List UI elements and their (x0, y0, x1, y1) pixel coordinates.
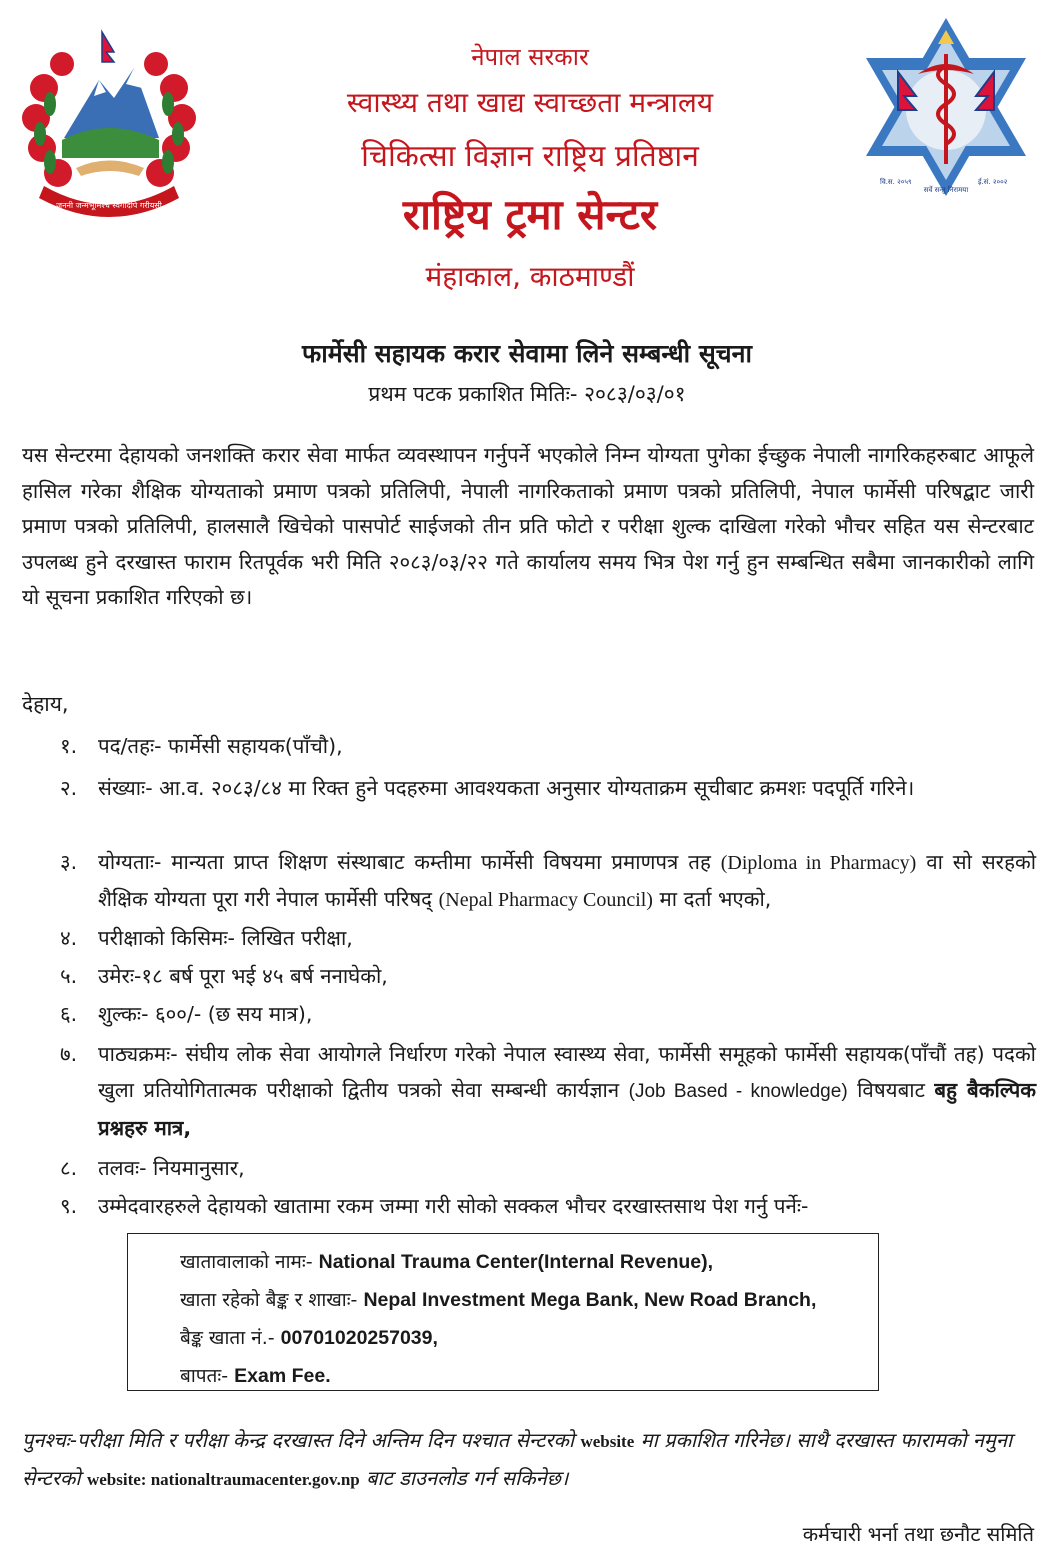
notice-title: फार्मेसी सहायक करार सेवामा लिने सम्बन्धी सूचना (302, 339, 752, 368)
postscript-text-1: पुनश्चः-परीक्षा मिति र परीक्षा केन्द्र दरखास्त दिने अन्तिम दिन पश्चात सेन्टरको (22, 1428, 575, 1452)
item-number: ८. (60, 1156, 78, 1180)
notice-paragraph: यस सेन्टरमा देहायको जनशक्ति करार सेवा मार्फत व्यवस्थापन गर्नुपर्ने भएकोले निम्न योग्यता पुगेका ईच्छुक नेपाली नागरिकहरुबाट आफूले हासिल गरेका शैक्षिक योग्यताको प्रमाण पत्रको प्रतिलिपी, नेपाली नागरिकताको प्रमाण पत्रको प्रतिलिपी, नेपाल फार्मेसी परिषद्बाट जारी प्रमाण पत्रको प्रतिलिपी, हालसालै खिचेको पासपोर्ट साईजको तीन प्रति फोटो र परीक्षा शुल्क दाखिला गरेको भौचर सहित यस सेन्टरबाट उपलब्ध हुने दरखास्त फाराम रितपूर्वक भरी मिति २०८३/०३/२२ गते कार्यालय समय भित्र पेश गर्नु हुन सम्बन्धित सबैमा जानकारीको लागि यो सूचना प्रकाशित गरिएको छ। (22, 443, 1034, 610)
item-text (98, 844, 1036, 918)
ministry-title: स्वास्थ्य तथा खाद्य स्वाच्छता मन्त्रालय (346, 86, 714, 119)
emblem-left-date: वि.स. २०५९ (880, 178, 912, 186)
postscript (22, 1422, 1034, 1498)
institute-title: चिकित्सा विज्ञान राष्ट्रिय प्रतिष्ठान (361, 139, 699, 174)
postscript-text-2: मा प्रकाशित गरिनेछ। साथै दरखास्त फारामको नमुना सेन्टरको (22, 1428, 1013, 1490)
item-text: परीक्षाको किसिमः- लिखित परीक्षा, (98, 926, 353, 950)
emblem-motto: सर्वे सन्तु निरामया (923, 186, 969, 194)
item-number: ६. (60, 1002, 78, 1026)
item-number: ५. (60, 964, 78, 988)
nams-emblem-icon (858, 14, 1034, 200)
account-number-row (180, 1324, 438, 1350)
syllabus-text: पाठ्यक्रमः- संघीय लोक सेवा आयोगले निर्धारण गरेको नेपाल स्वास्थ्य सेवा, फार्मेसी समूहको फार्मेसी सहायक(पाँचौं तह) पदको खुला प्रतियोगितात्मक परीक्षाको द्वितीय पत्रको सेवा सम्बन्धी कार्यज्ञान (98, 1042, 1036, 1102)
item-number: ४. (60, 926, 78, 950)
item-text: तलवः- नियमानुसार, (98, 1156, 245, 1180)
item-number: ७. (60, 1042, 78, 1066)
letterhead (210, 0, 850, 310)
qualification-text-3: मा दर्ता भएको, (659, 887, 772, 911)
center-title: राष्ट्रिय ट्रमा सेन्टर (402, 190, 658, 239)
item-number: ९. (60, 1194, 78, 1218)
item-number: २. (60, 776, 78, 800)
item-text: शुल्कः- ६००/- (छ सय मात्र), (98, 1002, 313, 1026)
item-number: ३. (60, 850, 78, 874)
account-holder-value: National Trauma Center(Internal Revenue), (318, 1251, 714, 1273)
item-text: उमेरः-१८ बर्ष पूरा भई ४५ बर्ष ननाघेको, (98, 964, 388, 988)
item-number: १. (60, 734, 78, 758)
location-title: मंहाकाल, काठमाण्डौं (425, 260, 635, 293)
account-holder-label: खातावालाको नामः- (180, 1251, 313, 1273)
account-number-value: 00701020257039, (280, 1327, 438, 1349)
item-text: पद/तहः- फार्मेसी सहायक(पाँचौ), (98, 734, 343, 758)
item-text: संख्याः- आ.व. २०८३/८४ मा रिक्त हुने पदहरुमा आवश्यकता अनुसार योग्यताक्रम सूचीबाट क्रमशः पदपूर्ति गरिने। (98, 776, 915, 800)
website-link: website: nationaltraumacenter.gov.np (86, 1470, 360, 1489)
purpose-label: बापतः- (180, 1365, 229, 1387)
item-text: उम्मेदवारहरुले देहायको खातामा रकम जम्मा गरी सोको सक्कल भौचर दरखास्तसाथ पेश गर्नु पर्नेः- (98, 1194, 809, 1218)
bank-branch-row (180, 1286, 816, 1312)
bank-branch-label: खाता रहेको बैङ्क र शाखाः- (180, 1289, 358, 1311)
nepal-emblem-icon (14, 18, 204, 218)
qualification-text-2: वा सो सरहको शैक्षिक योग्यता पूरा गरी नेपाल फार्मेसी परिषद् (98, 850, 1037, 911)
list-intro: देहाय, (22, 692, 69, 716)
postscript-text-3: बाट डाउनलोड गर्न सकिनेछ। (366, 1466, 569, 1490)
purpose-row (180, 1362, 331, 1388)
account-holder-row (180, 1248, 713, 1274)
emblem-right-date: ई.सं. २००२ (978, 178, 1008, 186)
government-title: नेपाल सरकार (471, 43, 589, 71)
published-date: प्रथम पटक प्रकाशित मितिः- २०८३/०३/०१ (368, 382, 686, 406)
bank-details-box (127, 1233, 879, 1391)
syllabus-text-2: विषयबाट (857, 1078, 925, 1102)
account-number-label: बैङ्क खाता नं.- (180, 1327, 275, 1349)
item-text (98, 1036, 1036, 1146)
diploma-text: (Diploma in Pharmacy) (720, 852, 917, 874)
bank-branch-value: Nepal Investment Mega Bank, New Road Branch, (363, 1289, 817, 1311)
purpose-value: Exam Fee. (234, 1365, 331, 1387)
council-text: (Nepal Pharmacy Council) (438, 889, 653, 911)
mcq-text: बहु बैकल्पिक प्रश्नहरु मात्र, (98, 1078, 1036, 1140)
signature-committee: कर्मचारी भर्ना तथा छनौट समिति (802, 1522, 1034, 1546)
qualification-text: योग्यताः- मान्यता प्राप्त शिक्षण संस्थाबाट कम्तीमा फार्मेसी विषयमा प्रमाणपत्र तह (98, 850, 711, 874)
job-knowledge-text: (Job Based - knowledge) (628, 1081, 848, 1102)
emblem-motto: जननी जन्मभूमिश्च स्वर्गादपि गरीयसी (56, 201, 162, 210)
website-word: website (580, 1432, 635, 1451)
